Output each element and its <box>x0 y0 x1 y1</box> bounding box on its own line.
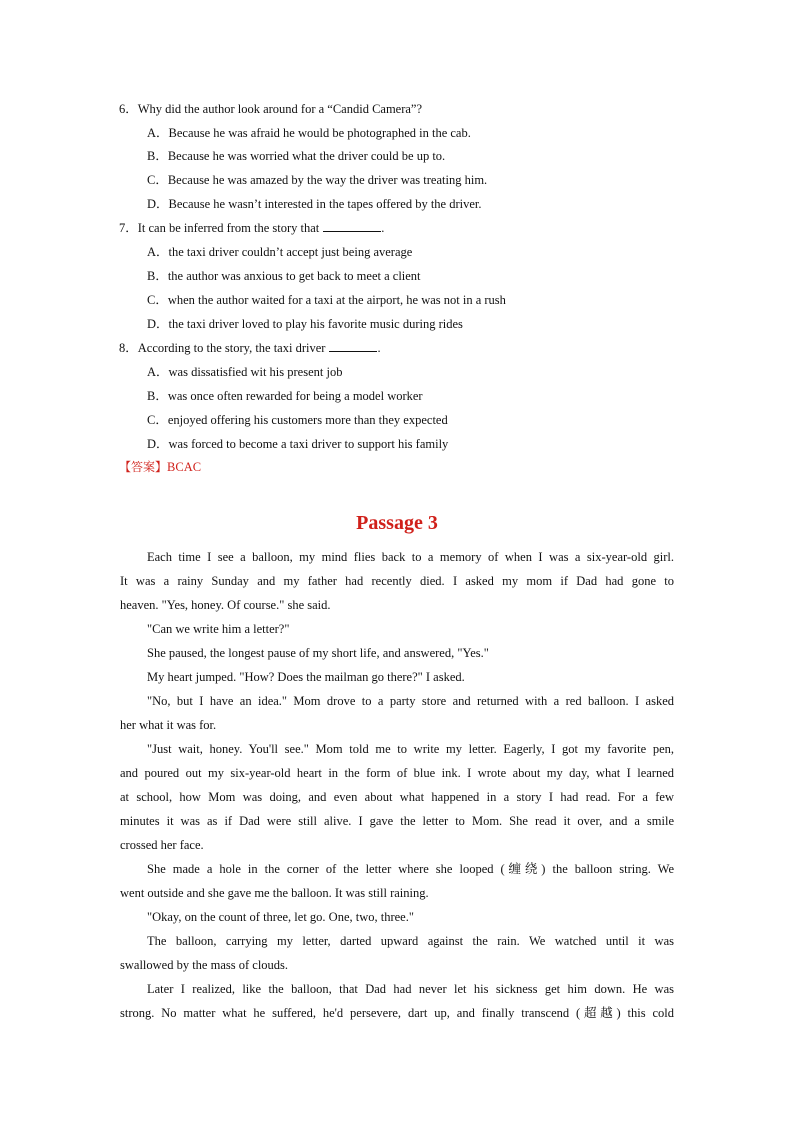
paragraph-line: "Just wait, honey. You'll see." Mom told me to write my letter. Eagerly, I got my favorite pen, <box>147 742 674 756</box>
paragraph-line: went outside and she gave me the balloon. It was still raining. <box>120 886 429 900</box>
paragraph-10-cont <box>120 1001 674 1025</box>
question-6-stem: 6．Why did the author look around for a “Candid Camera”? <box>119 102 423 116</box>
passage-title: Passage 3 <box>356 512 438 534</box>
paragraph-4 <box>120 665 674 689</box>
paragraph-8 <box>120 905 674 929</box>
paragraph-line: strong. No matter what he suffered, he'd persevere, dart up, and finally transcend (超越) this cold <box>120 1006 674 1020</box>
paragraph-line: It was a rainy Sunday and my father had recently died. I asked my mom if Dad had gone to <box>120 574 674 588</box>
paragraph-line: at school, how Mom was doing, and even about what happened in a story I had read. For a few <box>120 790 674 804</box>
paragraph-6 <box>120 737 674 761</box>
paragraph-6-cont <box>120 761 674 857</box>
question-6-option-c: C．Because he was amazed by the way the driver was treating him. <box>147 173 488 187</box>
paragraph-line: "No, but I have an idea." Mom drove to a party store and returned with a red balloon. I asked <box>147 694 674 708</box>
question-8-option-c: C．enjoyed offering his customers more than they expected <box>147 413 448 427</box>
paragraph-line: She made a hole in the corner of the letter where she looped (缠绕) the balloon string. We <box>147 862 674 876</box>
paragraph-line: her what it was for. <box>120 718 217 732</box>
paragraph-1 <box>120 545 674 569</box>
question-8-option-b: B．was once often rewarded for being a model worker <box>147 389 423 403</box>
paragraph-7 <box>120 857 674 881</box>
question-8-stem-line <box>119 340 381 356</box>
question-7-option-b: B．the author was anxious to get back to meet a client <box>147 269 421 283</box>
paragraph-line: swallowed by the mass of clouds. <box>120 958 289 972</box>
paragraph-7-cont <box>120 881 674 905</box>
question-8-stem: 8．According to the story, the taxi driver <box>119 341 326 355</box>
question-7-stem-line <box>119 220 384 236</box>
answer-label: 【答案】 <box>119 460 168 474</box>
paragraph-3 <box>120 641 674 665</box>
paragraph-line: heaven. "Yes, honey. Of course." she said. <box>120 598 331 612</box>
paragraph-10 <box>120 977 674 1001</box>
answer-blank <box>323 220 381 232</box>
question-7-option-a: A．the taxi driver couldn’t accept just being average <box>147 245 413 259</box>
answer-blank <box>329 340 377 352</box>
question-8-stem-end: . <box>377 341 381 355</box>
paragraph-line: My heart jumped. "How? Does the mailman go there?" I asked. <box>147 670 465 684</box>
answer-value: BCAC <box>167 460 202 474</box>
paragraph-line: The balloon, carrying my letter, darted upward against the rain. We watched until it was <box>147 934 674 948</box>
paragraph-line: Each time I see a balloon, my mind flies back to a memory of when I was a six-year-old girl. <box>147 550 674 564</box>
paragraph-line: and poured out my six-year-old heart in the form of blue ink. I wrote about my day, what I learned <box>120 766 674 780</box>
question-6-option-a: A．Because he was afraid he would be photographed in the cab. <box>147 126 471 140</box>
paragraph-2 <box>120 617 674 641</box>
paragraph-line: "Okay, on the count of three, let go. One, two, three." <box>147 910 414 924</box>
paragraph-line: Later I realized, like the balloon, that Dad had never let his sickness get him down. He was <box>147 982 674 996</box>
question-8-option-d: D．was forced to become a taxi driver to support his family <box>147 437 449 451</box>
paragraph-line: "Can we write him a letter?" <box>147 622 290 636</box>
paragraph-line: minutes it was as if Dad were still alive. I gave the letter to Mom. She read it over, and a smile <box>120 814 674 828</box>
paragraph-9 <box>120 929 674 953</box>
paragraph-5 <box>120 689 674 713</box>
question-6-option-b: B．Because he was worried what the driver could be up to. <box>147 149 446 163</box>
paragraph-line: crossed her face. <box>120 838 204 852</box>
question-7-option-c: C．when the author waited for a taxi at the airport, he was not in a rush <box>147 293 506 307</box>
paragraph-5-cont <box>120 713 674 737</box>
paragraph-9-cont <box>120 953 674 977</box>
question-7-option-d: D．the taxi driver loved to play his favorite music during rides <box>147 317 463 331</box>
paragraph-1-cont <box>120 569 674 617</box>
paragraph-line: She paused, the longest pause of my short life, and answered, "Yes." <box>147 646 489 660</box>
question-8-option-a: A．was dissatisfied wit his present job <box>147 365 343 379</box>
answer-key <box>119 459 201 475</box>
question-7-stem-end: . <box>381 221 385 235</box>
question-7-stem: 7．It can be inferred from the story that <box>119 221 320 235</box>
question-6-option-d: D．Because he wasn’t interested in the tapes offered by the driver. <box>147 197 482 211</box>
